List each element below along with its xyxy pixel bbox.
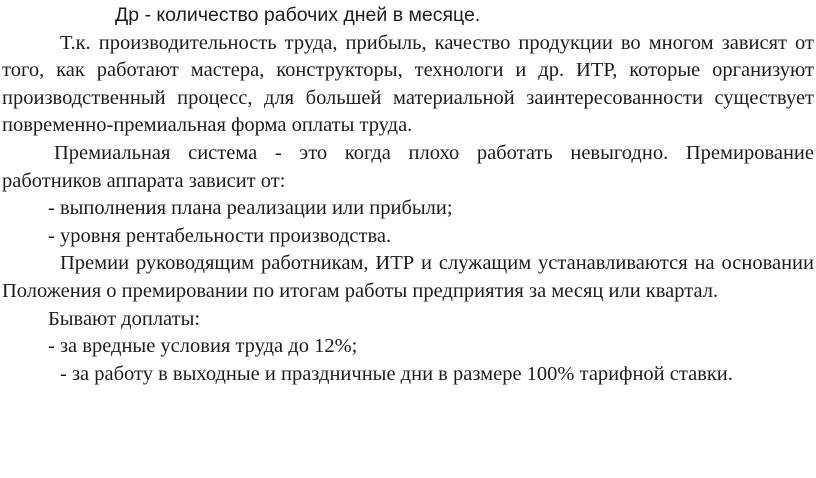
definition-line: Др - количество рабочих дней в месяце. bbox=[115, 4, 481, 26]
paragraph-premium-system: Премиальная система - это когда плохо работать невыгодно. Премирование работников аппарата зависит от: bbox=[2, 141, 814, 192]
paragraph-productivity: Т.к. производительность труда, прибыль, качество продукции во многом зависят от того, как работают мастера, конструкторы, технологи и др. ИТР, которые организуют производственный процесс, для большей материальной заинтересованности существует повременно-премиальная форма оплаты труда. bbox=[2, 31, 814, 137]
list-item-weekend-work: - за работу в выходные и праздничные дни в размере 100% тарифной ставки. bbox=[60, 362, 733, 385]
list-item-plan: - выполнения плана реализации или прибыли; bbox=[48, 197, 453, 220]
list-item-profitability: - уровня рентабельности производства. bbox=[48, 224, 392, 247]
list-item-harmful-conditions: - за вредные условия труда до 12%; bbox=[48, 335, 358, 358]
paragraph-bonuses: Премии руководящим работникам, ИТР и служащим устанавливаются на основании Положения о премировании по итогам работы предприятия за месяц или квартал. bbox=[2, 252, 814, 302]
paragraph-surcharges-heading: Бывают доплаты: bbox=[48, 307, 201, 330]
